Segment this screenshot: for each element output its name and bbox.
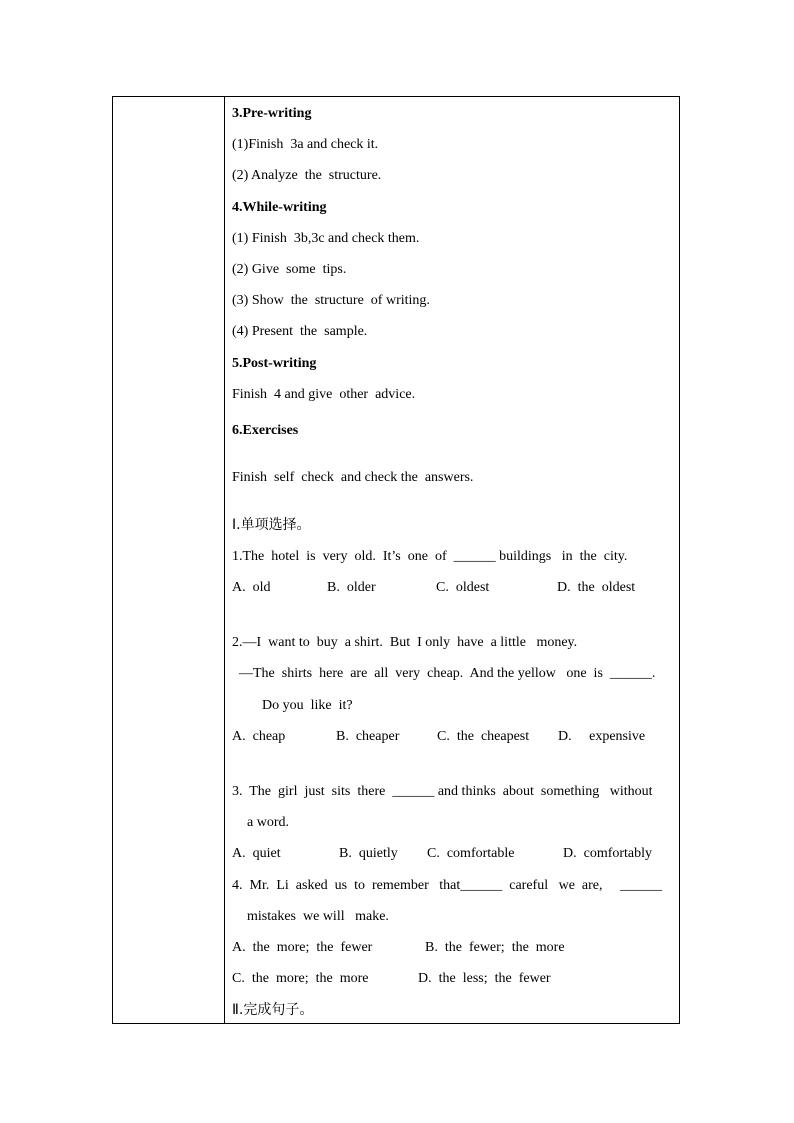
q4-option-c: C. the more; the more <box>232 971 369 986</box>
q2-stem-line3: Do you like it? <box>262 698 353 713</box>
pre-writing-heading: 3.Pre-writing <box>232 106 312 121</box>
while-writing-item: (4) Present the sample. <box>232 324 368 339</box>
q4-option-b: B. the fewer; the more <box>425 940 565 955</box>
q1-option-b: B. older <box>327 580 376 595</box>
q2-stem-line2: —The shirts here are all very cheap. And the yellow one is ______. <box>239 666 656 681</box>
q1-option-c: C. oldest <box>436 580 490 595</box>
post-writing-heading: 5.Post-writing <box>232 356 317 371</box>
q1-option-d: D. the oldest <box>557 580 636 595</box>
part1-title: Ⅰ.单项选择。 <box>232 517 311 533</box>
q3-option-c: C. comfortable <box>427 846 515 861</box>
q3-option-b: B. quietly <box>339 846 398 861</box>
while-writing-item: (1) Finish 3b,3c and check them. <box>232 231 420 246</box>
q4-stem-line2: mistakes we will make. <box>247 909 389 924</box>
exercises-item: Finish self check and check the answers. <box>232 470 474 485</box>
while-writing-heading: 4.While-writing <box>232 200 327 215</box>
q1-option-a: A. old <box>232 580 271 595</box>
post-writing-item: Finish 4 and give other advice. <box>232 387 416 402</box>
pre-writing-item: (2) Analyze the structure. <box>232 168 382 183</box>
q3-option-a: A. quiet <box>232 846 281 861</box>
q2-option-b: B. cheaper <box>336 729 400 744</box>
q2-option-d: D. expensive <box>558 729 646 744</box>
q1-stem: 1.The hotel is very old. It’s one of ______ buildings in the city. <box>232 549 628 564</box>
q4-option-a: A. the more; the fewer <box>232 940 373 955</box>
q4-option-d: D. the less; the fewer <box>418 971 551 986</box>
exercises-heading: 6.Exercises <box>232 423 299 438</box>
q4-stem-line1: 4. Mr. Li asked us to remember that______ careful we are, ______ <box>232 878 663 893</box>
q3-stem-line2: a word. <box>247 815 289 830</box>
q2-option-a: A. cheap <box>232 729 286 744</box>
lesson-table <box>112 96 680 1024</box>
q2-option-c: C. the cheapest <box>437 729 530 744</box>
left-column-cell <box>113 97 224 1023</box>
right-column-cell <box>225 97 680 1023</box>
q3-option-d: D. comfortably <box>563 846 653 861</box>
pre-writing-item: (1)Finish 3a and check it. <box>232 137 379 152</box>
while-writing-item: (2) Give some tips. <box>232 262 347 277</box>
q3-stem-line1: 3. The girl just sits there ______ and thinks about something without <box>232 784 653 799</box>
q2-stem-line1: 2.—I want to buy a shirt. But I only have a little money. <box>232 635 578 650</box>
part2-title: Ⅱ.完成句子。 <box>232 1002 314 1018</box>
while-writing-item: (3) Show the structure of writing. <box>232 293 430 308</box>
